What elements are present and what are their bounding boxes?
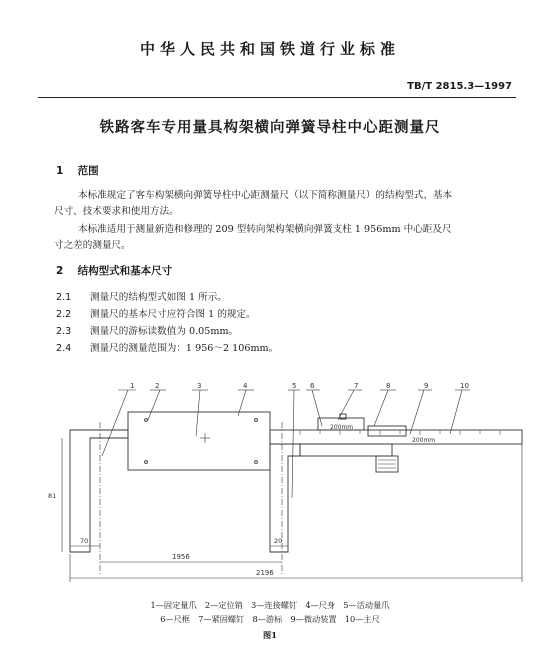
measuring-ruler-drawing: [0, 378, 540, 598]
total-dim-text: 2196: [256, 569, 274, 577]
clause-text: 测量尺的测量范围为：1 956～2 106mm。: [90, 343, 279, 354]
standard-code: TB/T 2815.3—1997: [407, 81, 512, 92]
section-1-para-1a: 本标准规定了客车构架横向弹簧导柱中心距测量尺（以下简称测量尺）的结构型式、基本: [78, 190, 453, 201]
fixed-jaw: [70, 430, 128, 552]
connecting-screw: [255, 419, 258, 422]
callout-1: 1: [130, 382, 135, 390]
dim-left-small: 70: [80, 537, 89, 545]
clause-text: 测量尺的游标读数值为 0.05mm。: [90, 326, 239, 337]
section-1-number: 1: [56, 165, 64, 177]
connecting-screw: [255, 461, 258, 464]
main-scale-bar: [270, 430, 522, 444]
scale-label: 200mm: [330, 424, 354, 431]
clause-2-3: [56, 324, 238, 339]
callout-6: 6: [310, 382, 315, 390]
connecting-screw: [145, 461, 148, 464]
moving-jaw: [270, 444, 300, 552]
clause-text: 测量尺的基本尺寸应符合图 1 的规定。: [90, 309, 256, 320]
clause-2-4: [56, 341, 278, 356]
section-2-title: 结构型式和基本尺寸: [77, 265, 173, 277]
clause-number: 2.3: [56, 326, 72, 337]
callout-8: 8: [386, 382, 391, 390]
height-dim-text: 81: [48, 492, 57, 500]
section-1-para-2b: 寸之差的测量尺。: [54, 240, 131, 251]
section-1-para-1b: 尺寸、技术要求和使用方法。: [54, 206, 179, 217]
figure-legend-line-1: 1—固定量爪 2—定位销 3—连接螺钉 4—尺身 5—活动量爪: [150, 600, 390, 610]
fine-adjust-device: [368, 426, 406, 436]
ruler-body-plate: [128, 412, 270, 470]
section-1-heading: [56, 163, 99, 178]
clause-2-2: [56, 307, 256, 322]
vernier: [300, 444, 392, 456]
clause-2-1: [56, 290, 227, 305]
section-2-number: 2: [56, 265, 64, 277]
center-dim-text: 1956: [172, 553, 190, 561]
locating-pin: [145, 419, 148, 422]
standard-category-title: 中华人民共和国铁道行业标准: [139, 40, 400, 58]
callout-5: 5: [292, 382, 297, 390]
clause-text: 测量尺的结构型式如图 1 所示。: [90, 292, 227, 303]
clause-number: 2.4: [56, 343, 72, 354]
figure-legend-line-2: 6—尺框 7—紧固螺钉 8—游标 9—微动装置 10—主尺: [160, 614, 380, 624]
clause-number: 2.2: [56, 309, 72, 320]
figure-caption: 图1: [263, 630, 277, 640]
section-1-title: 范围: [77, 165, 99, 177]
callout-4: 4: [243, 382, 248, 390]
callout-7: 7: [354, 382, 359, 390]
clause-number: 2.1: [56, 292, 72, 303]
callout-2: 2: [155, 382, 160, 390]
section-2-heading: [56, 263, 172, 278]
header-divider: [38, 97, 516, 98]
callout-10: 10: [460, 382, 469, 390]
callout-9: 9: [424, 382, 429, 390]
document-title: 铁路客车专用量具构架横向弹簧导柱中心距测量尺: [99, 120, 441, 136]
callout-3: 3: [197, 382, 202, 390]
scale-label-right: 200mm: [412, 437, 436, 444]
dim-right-small: 20: [274, 537, 283, 545]
section-1-para-2a: 本标准适用于测量新造和修理的 209 型转向架构架横向弹簧支柱 1 956mm 中心距及尺: [78, 224, 452, 235]
